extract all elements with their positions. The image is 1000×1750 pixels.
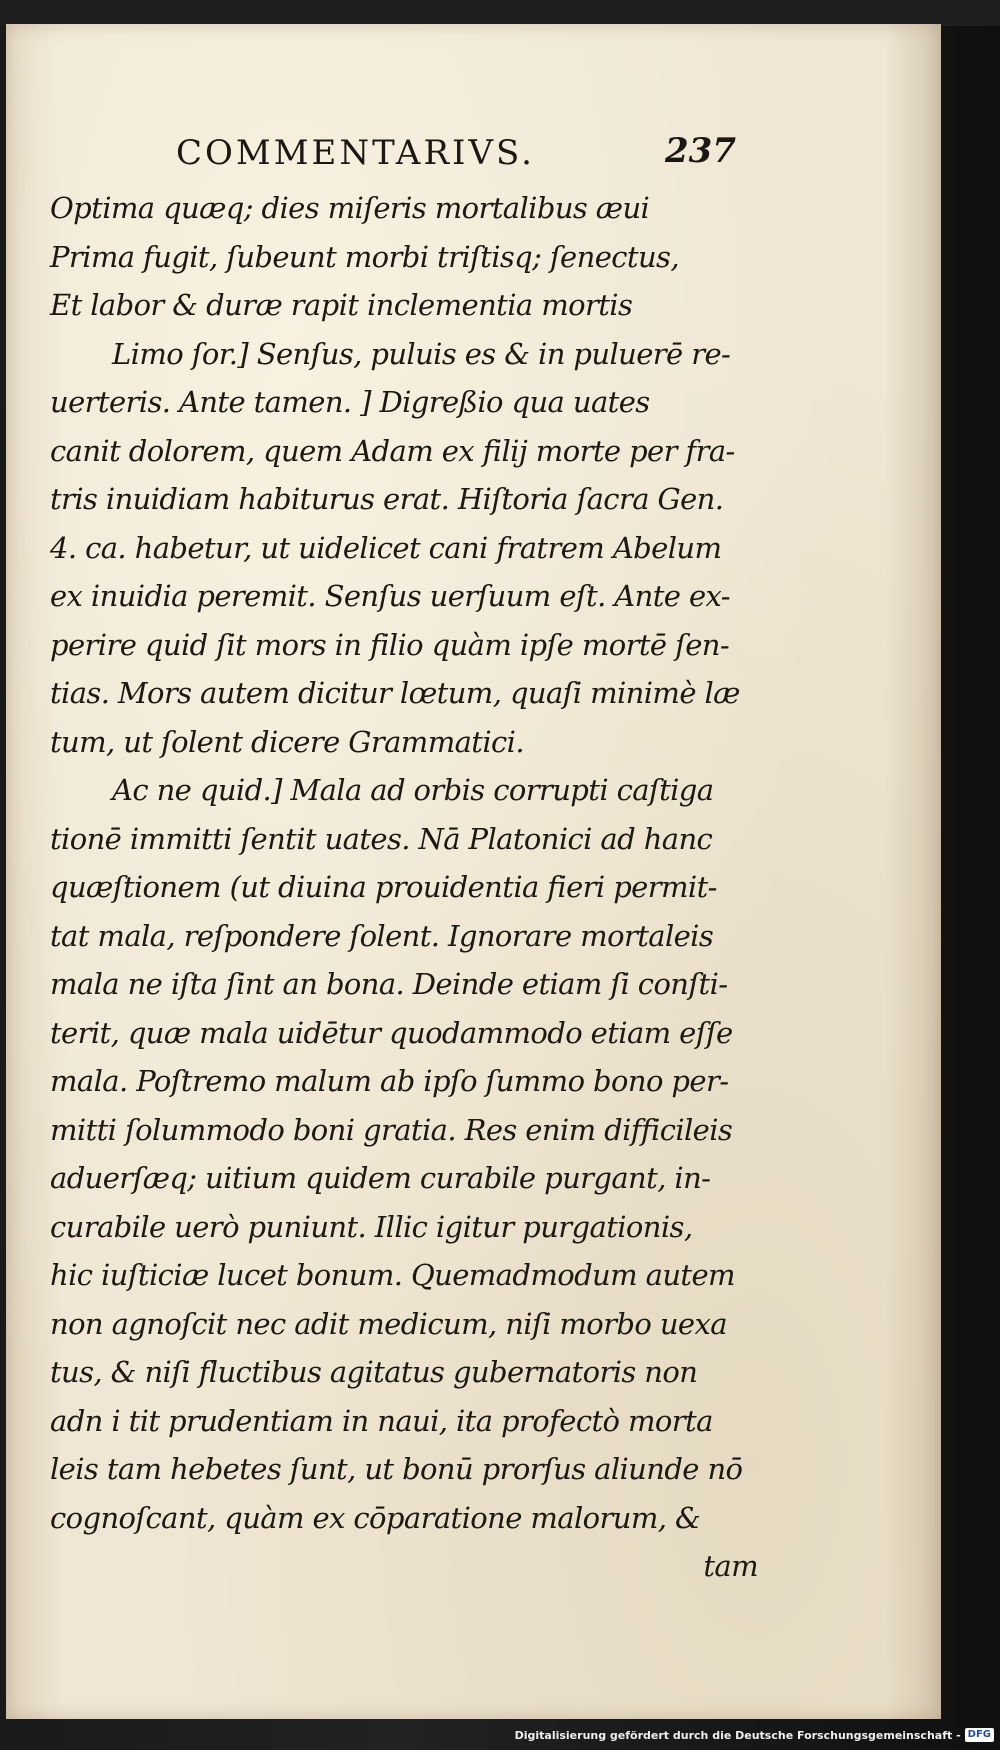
catchword: tam	[703, 1549, 758, 1583]
text-line: Optima quæq; dies miſeris mortalibus æui	[50, 191, 650, 225]
page-number: 237	[665, 131, 736, 171]
text-line: Prima fugit, ſubeunt morbi triſtisq; ſenectus,	[50, 239, 679, 274]
text-line: quæſtionem (ut diuina prouidentia fieri permit-	[50, 870, 717, 904]
text-line: adn i tit prudentiam in naui, ita profectò morta	[50, 1403, 713, 1438]
text-line: cognoſcant, quàm ex cōparatione malorum, &	[50, 1500, 701, 1535]
text-line: perire quid ſit mors in filio quàm ipſe mortē ſen-	[50, 627, 730, 662]
text-line: tus, & niſi fluctibus agitatus gubernatoris non	[50, 1355, 698, 1389]
text-line: tat mala, reſpondere ſolent. Ignorare mortaleis	[50, 918, 714, 953]
book-page	[6, 24, 941, 1719]
text-line: Ac ne quid.] Mala ad orbis corrupti caſtiga	[112, 773, 714, 807]
text-line: tias. Mors autem dicitur lœtum, quaſi minimè læ	[50, 676, 740, 710]
text-line: 4. ca. habetur, ut uidelicet cani fratrem Abelum	[50, 530, 722, 565]
dfg-logo: DFG	[965, 1728, 994, 1742]
text-line: Limo ſor.] Senſus, puluis es & in puluerē re-	[112, 336, 731, 371]
funding-credit: Digitalisierung gefördert durch die Deutsche Forschungsgemeinschaft -	[514, 1728, 961, 1742]
text-line: leis tam hebetes ſunt, ut bonū prorſus aliunde nō	[50, 1452, 743, 1486]
text-line: tris inuidiam habiturus erat. Hiſtoria ſacra Gen.	[50, 482, 724, 516]
text-line: mala ne iſta ſint an bona. Deinde etiam ſi conſti-	[50, 967, 728, 1001]
text-line: ex inuidia peremit. Senſus uerſuum eſt. Ante ex-	[50, 579, 730, 613]
text-line: curabile uerò puniunt. Illic igitur purgationis,	[50, 1209, 693, 1244]
page-header	[176, 119, 736, 179]
text-line: mala. Poſtremo malum ab ipſo ſummo bono per-	[50, 1064, 729, 1098]
running-head: COMMENTARIVS.	[176, 133, 535, 173]
text-line: non agnoſcit nec adit medicum, niſi morbo uexa	[50, 1306, 727, 1341]
page-body	[50, 184, 770, 1591]
text-line: terit, quæ mala uidētur quodammodo etiam eſſe	[50, 1015, 733, 1050]
text-line: hic iuſticiæ lucet bonum. Quemadmodum autem	[50, 1258, 735, 1292]
text-line: canit dolorem, quem Adam ex filij morte per fra-	[50, 433, 735, 468]
scan-top-edge	[0, 0, 1000, 26]
text-line: Et labor & duræ rapit inclementia mortis	[50, 288, 633, 322]
text-line: tionē immitti ſentit uates. Nā Platonici ad hanc	[50, 821, 713, 856]
text-line: tum, ut ſolent dicere Grammatici.	[50, 724, 524, 759]
text-line: mitti ſolummodo boni gratia. Res enim difficileis	[50, 1112, 733, 1147]
text-line: uerteris. Ante tamen. ] Digreßio qua uates	[50, 385, 650, 419]
text-line: aduerſæq; uitium quidem curabile purgant, in-	[50, 1161, 711, 1195]
digitization-footer	[515, 1726, 994, 1744]
